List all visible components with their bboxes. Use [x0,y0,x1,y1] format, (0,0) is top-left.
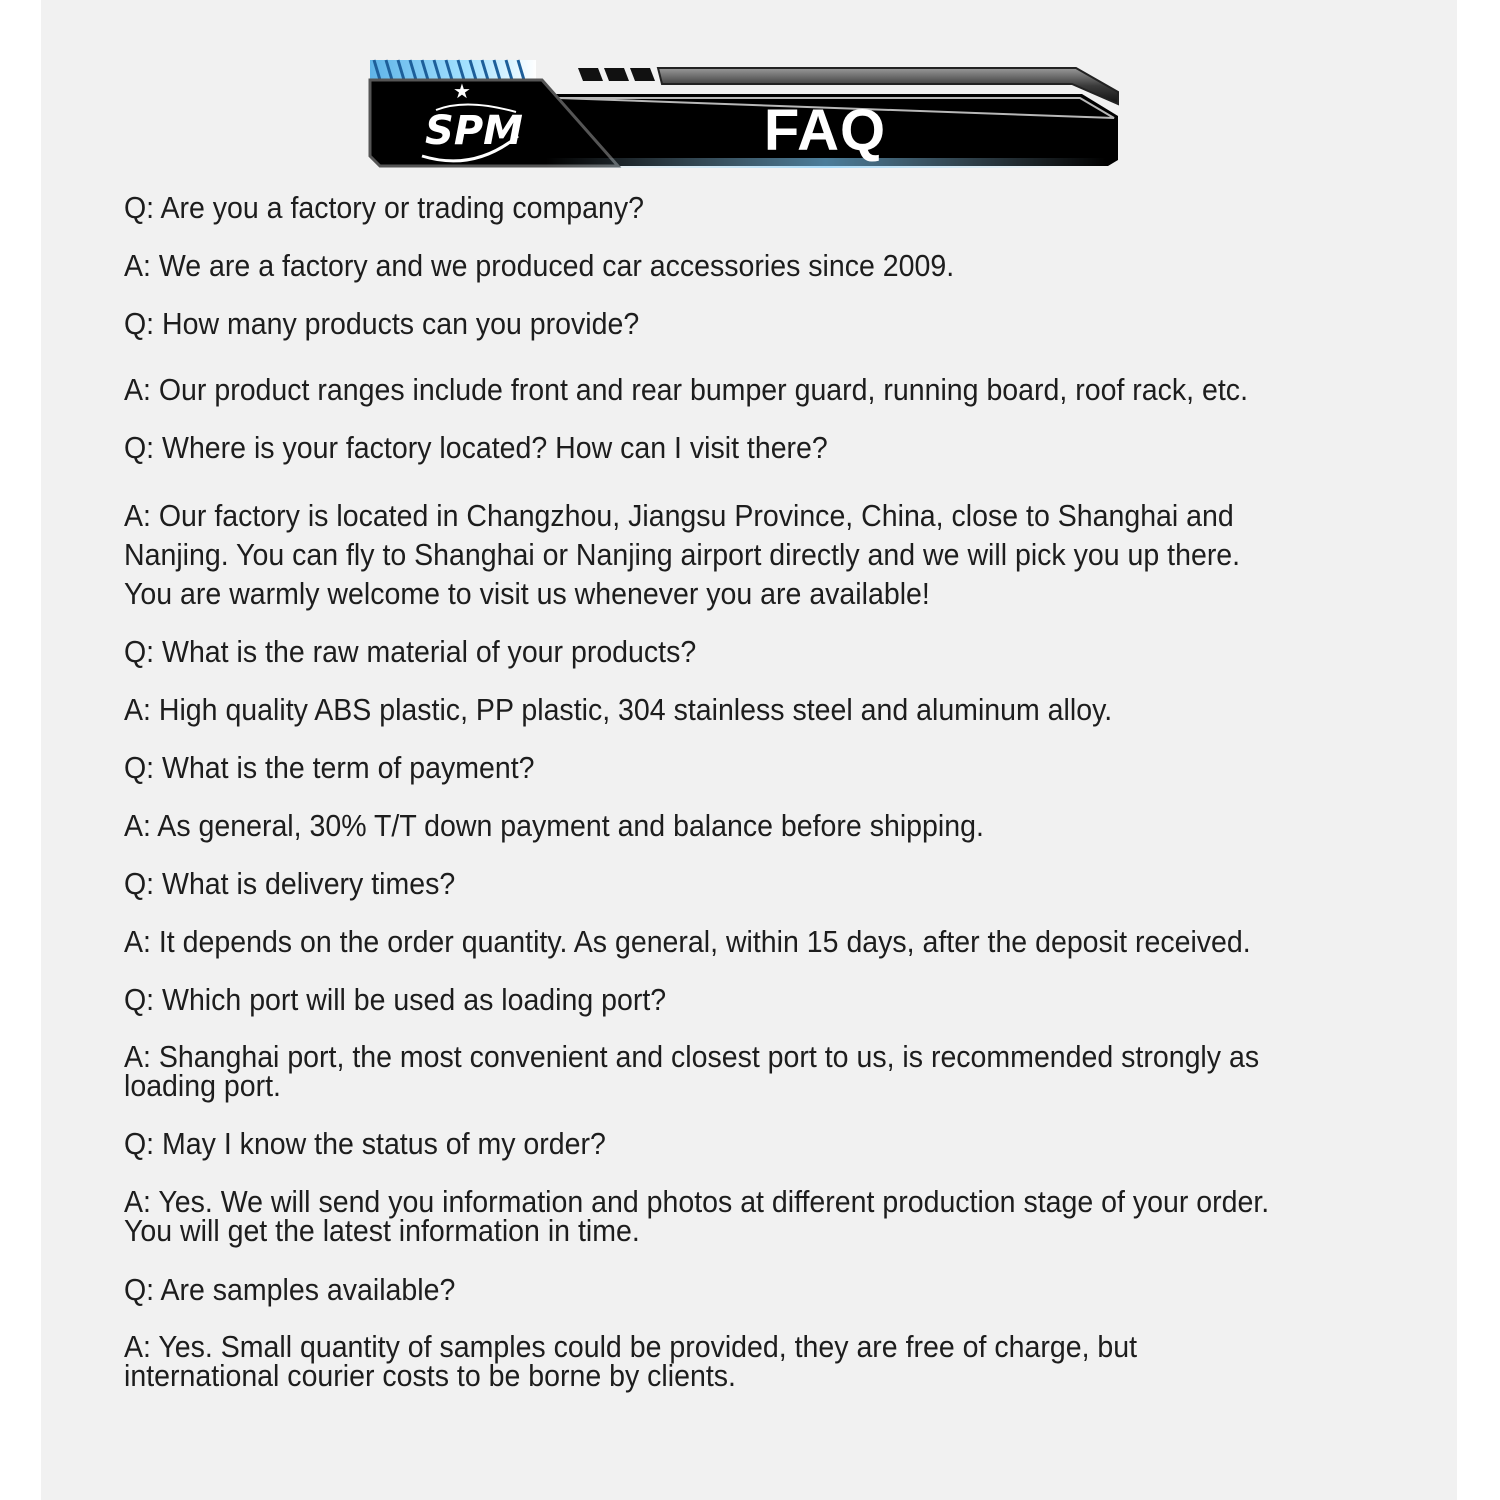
faq-answer-line: A: Our factory is located in Changzhou, Jiangsu Province, China, close to Shanghai and [124,498,1234,533]
faq-question: Q: What is delivery times? [124,866,456,901]
faq-answer-line: A: Yes. Small quantity of samples could be provided, they are free of charge, but [124,1329,1138,1364]
blue-stripes [370,60,536,80]
faq-question: Q: Which port will be used as loading port? [124,982,667,1017]
faq-question: Q: May I know the status of my order? [124,1126,606,1161]
faq-answer-line: You will get the latest information in time. [124,1213,640,1248]
faq-question: Q: What is the term of payment? [124,750,535,785]
faq-answer-line: loading port. [124,1068,281,1103]
faq-answer: A: We are a factory and we produced car accessories since 2009. [124,248,955,283]
faq-question: Q: Are samples available? [124,1272,456,1307]
faq-answer-line: A: Shanghai port, the most convenient and closest port to us, is recommended strongly as [124,1039,1260,1074]
dashes [578,68,655,81]
faq-question: Q: Where is your factory located? How can I visit there? [124,430,828,465]
faq-answer-line: A: Yes. We will send you information and photos at different production stage of your order. [124,1184,1270,1219]
faq-answer: A: As general, 30% T/T down payment and balance before shipping. [124,808,984,843]
faq-question: Q: Are you a factory or trading company? [124,190,644,225]
faq-answer-line: international courier costs to be borne by clients. [124,1358,736,1393]
logo-text: SPM [425,108,523,154]
faq-answer-line: Nanjing. You can fly to Shanghai or Nanjing airport directly and we will pick you up there. [124,537,1241,572]
faq-question: Q: What is the raw material of your products? [124,634,697,669]
faq-answer: A: It depends on the order quantity. As general, within 15 days, after the deposit received. [124,924,1251,959]
faq-answer-line: You are warmly welcome to visit us whenever you are available! [124,576,930,611]
faq-question: Q: How many products can you provide? [124,306,640,341]
faq-answer: A: Our product ranges include front and rear bumper guard, running board, roof rack, etc. [124,372,1248,407]
page-title: FAQ [763,98,887,163]
star-icon: ★ [453,81,471,103]
faq-answer: A: High quality ABS plastic, PP plastic, 304 stainless steel and aluminum alloy. [124,692,1113,727]
